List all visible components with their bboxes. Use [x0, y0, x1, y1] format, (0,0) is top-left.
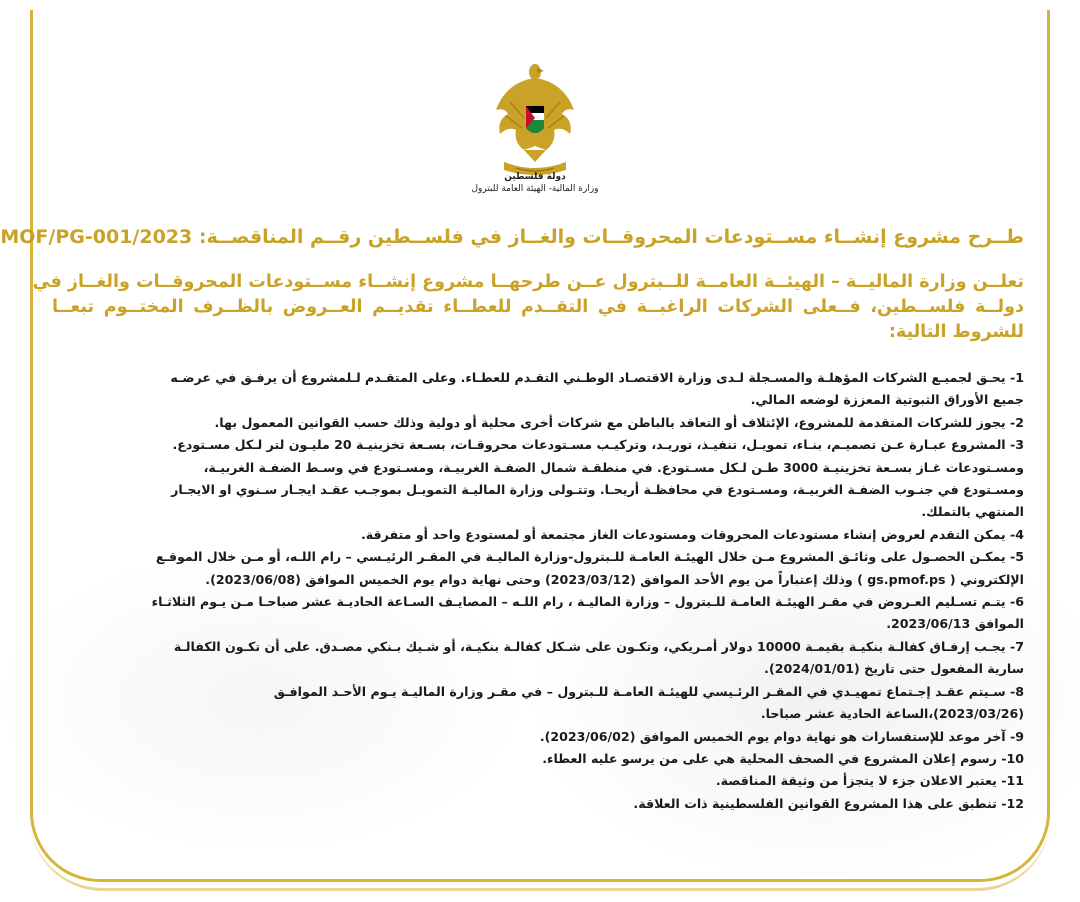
clause-line: 3- المشروع عبـارة عـن تصميـم، بنـاء، تمويـل، تنفيـذ، توريـد، وتركيـب مسـتودعات محروقـات، بسـعة تخزينيـة 20 مليـون لتر لـكل مسـتودع.	[172, 437, 1024, 453]
clause-line: 9- آخر موعد للإستفسارات هو نهاية دوام يوم الخميس الموافق (2023/06/02).	[539, 728, 1024, 744]
state-name: دولة فلسطين	[504, 172, 566, 182]
clause-line: الموافق 2023/06/13.	[886, 616, 1024, 632]
intro-line: دولــة فلســطين، فــعلى الشركات الراغبــة في التقــدم للعطــاء تقديــم العــروض بالظــرف المختــوم تبعــا	[52, 297, 1024, 317]
clause-line: 12- تنطبق على هذا المشروع القوانين الفلسطينية ذات العلاقة.	[633, 795, 1024, 811]
clause-line: المنتهي بالتملك.	[921, 504, 1024, 520]
conditions-list	[52, 367, 1024, 815]
intro-line: تعلــن وزارة الماليــة – الهيئــة العامــة للــبترول عــن طرحهــا مشروع إنشــاء مســتودعات المحروقــات والغــاز في	[32, 272, 1024, 292]
clause-line: 7- يجـب إرفـاق كفالـة بنكيـة بقيمـة 10000 دولار أمـريكي، وتكـون على شـكل كفالـة بنكيـة، أو شـيك بـنكي مصـدق. على أن تكـون الكفالـة	[173, 638, 1024, 654]
clause-line: 4- يمكن التقدم لعروض إنشاء مستودعات المحروقات ومستودعات الغاز مجتمعة أو لمستودع واحد أو متفرقة.	[360, 526, 1024, 542]
clause-line: ومسـتودع في جنـوب الضفـة الغربيـة، ومسـتودع في محافظـة أريحـا. وتتـولى وزارة الماليـة التمويـل بموجـب عقـد ايجـار سـنوي او الايجـار	[171, 482, 1024, 498]
announcement-title: طــرح مشروع إنشــاء مســتودعات المحروقــات والغــاز في فلســطين رقــم المناقصــة: MOF/PG-001/2023	[0, 226, 1024, 248]
palestine-eagle-emblem-icon	[490, 58, 580, 180]
clause-line: 8- سـيتم عقـد إجـتماع تمهيـدي في المقـر الرئـيسي للهيئـة العامـة للـبترول – في مقـر وزارة الماليـة يـوم الأحـد الموافـق	[273, 683, 1024, 699]
ministry-name: وزارة المالية- الهيئة العامة للبترول	[471, 184, 599, 194]
clause-line: جميع الأوراق الثبوتية المعززة لوضعه المالي.	[750, 392, 1024, 408]
clause-line: 1- يحـق لجميـع الشركات المؤهلـة والمسـجلة لـدى وزارة الاقتصـاد الوطـني التقـدم للعطـاء. وعلى المتقـدم لـلمشروع أن يرفـق في عرضـه	[170, 370, 1024, 385]
clause-line: 2- يجوز للشركات المتقدمة للمشروع، الإئتلاف أو التعاقد بالباطن مع شركات أخرى محلية أو دولية وذلك حسب القوانين المعمول بها.	[214, 414, 1024, 430]
clause-line: 6- يتـم تسـليم العـروض في مقـر الهيئـة العامـة للـبترول – وزارة الماليـة ، رام اللـه – المصايـف السـاعة الحاديـة عشر صباحـا مـن يـوم الثلاثـاء	[151, 594, 1024, 610]
clause-line: الإلكتروني ( gs.pmof.ps ) وذلك إعتباراً من يوم الأحد الموافق (2023/03/12) وحتى نهاية دوام يوم الخميس الموافق (2023/06/08).	[205, 571, 1024, 587]
clause-line: (2023/03/26)،الساعة الحادية عشر صباحا.	[760, 706, 1024, 722]
intro-paragraph	[32, 270, 1024, 345]
clause-line: ومسـتودعات غـاز بسـعة تخزينيـة 3000 طـن لـكل مسـتودع. في منطقـة شمال الضفـة الغربيـة، ومسـتودع في وسـط الضفـة الغربيـة،	[203, 459, 1024, 475]
clause-line: 5- يمكـن الحصـول على وثائـق المشروع مـن خلال الهيئـة العامـة للـبترول-وزارة الماليـة في المقـر الرئيـسي – رام اللـه، أو مـن خلال الموقـع	[155, 549, 1024, 565]
clause-line: سارية المفعول حتى تاريخ (2024/01/01).	[764, 661, 1024, 677]
intro-line: للشروط التالية:	[888, 322, 1024, 342]
clause-line: 10- رسوم إعلان المشروع في الصحف المحلية هي على من يرسو عليه العطاء.	[542, 750, 1024, 766]
clause-line: 11- يعتبر الاعلان جزء لا يتجزأ من وثيقة المناقصة.	[715, 773, 1024, 789]
